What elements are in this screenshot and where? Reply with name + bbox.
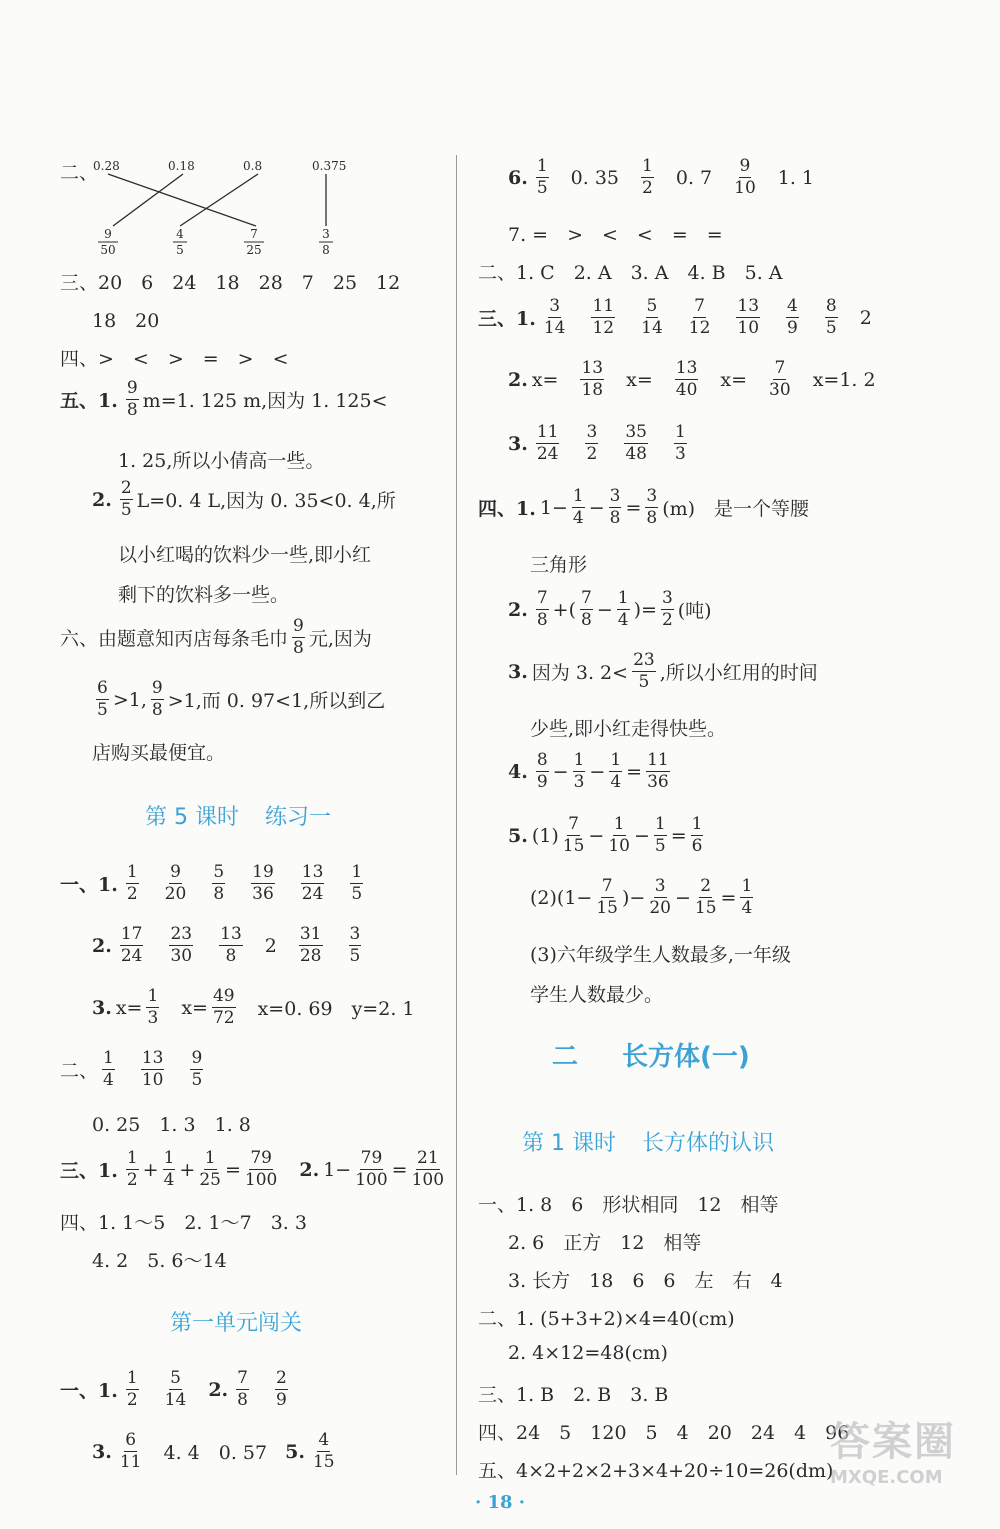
r-s3-1-line: 三、1. $\frac{3}{14}$ $\frac{11}{12}$ $\frac{5}{14}$ $\frac{7}{12}$ $\frac{13}{10}$ $\frac{4}{9}$ $\frac{8}{5}$ 2 (478, 296, 872, 338)
text-segment: 1. 1 (777, 166, 815, 189)
fraction: $\frac{8}{9}$ (536, 750, 548, 792)
match-bottom-1-d: 5 (176, 243, 184, 257)
r-s4-1-line2: 三角形 (530, 554, 588, 576)
s5-1-line: 五、1. $\frac{9}{8}$ m=1. 125 m,因为 1. 125< (60, 378, 388, 420)
c2-1-line: 二、1. (5+3+2)×4=40(cm) (478, 1308, 735, 1330)
fraction: $\frac{13}{10}$ (737, 296, 760, 338)
text-segment: = (626, 760, 643, 783)
r-s4-2-line: 2. $\frac{7}{8}$ +( $\frac{7}{8}$ − $\frac{1}{4}$ )= $\frac{3}{2}$ (吨) (508, 588, 712, 630)
r6-line: 6. $\frac{1}{5}$ 0. 35 $\frac{1}{2}$ 0. 7 $\frac{9}{10}$ 1. 1 (508, 156, 815, 198)
match-bottom-3-d: 8 (322, 243, 330, 257)
fraction: $\frac{23}{5}$ (633, 650, 655, 692)
text-segment: +( (552, 598, 577, 621)
fraction: $\frac{2}{9}$ (275, 1368, 287, 1410)
match-line-3 (180, 174, 258, 226)
s5-2-line: 2. $\frac{2}{5}$ L=0. 4 L,因为 0. 35<0. 4,所 (92, 478, 396, 520)
match-top-2: 0.8 (243, 159, 263, 173)
text-segment: 2 (859, 306, 872, 329)
text-segment: )− (621, 886, 646, 909)
p1-1-line: 一、1. $\frac{1}{2}$ $\frac{9}{20}$ $\frac{5}{8}$ $\frac{19}{36}$ $\frac{13}{24}$ $\frac{1}{5}$ (60, 862, 363, 904)
match-bottom-0-d: 50 (100, 243, 116, 257)
text-segment: − (589, 760, 606, 783)
s6-line1: 六、由题意知丙店每条毛巾 $\frac{9}{8}$ 元,因为 (60, 616, 372, 658)
text-segment: − (588, 824, 605, 847)
text-segment: = (720, 886, 737, 909)
text-segment: )= (633, 598, 657, 621)
fraction: $\frac{13}{40}$ (675, 358, 698, 400)
text-segment: x= (626, 368, 653, 391)
s5-1-line2: 1. 25,所以小倩高一些。 (118, 450, 325, 472)
page-number: · 18 · (474, 1492, 526, 1513)
p1-2-line: 2. $\frac{17}{24}$ $\frac{23}{30}$ $\frac{13}{8}$ 2 $\frac{31}{28}$ $\frac{3}{5}$ (92, 924, 361, 966)
fraction: $\frac{2}{15}$ (694, 876, 717, 918)
fraction: $\frac{1}{6}$ (691, 814, 703, 856)
text-segment: (2)(1− (530, 886, 593, 909)
match-bottom-2-d: 25 (246, 243, 262, 257)
r-s2-line: 二、1. C 2. A 3. A 4. B 5. A (478, 262, 783, 284)
s5-2-line2: 以小红喝的饮料少一些,即小红 (118, 544, 372, 566)
text-segment: 0. 35 (570, 166, 620, 189)
p3-line: 三、1. $\frac{1}{2}$ + $\frac{1}{4}$ + $\frac{1}{25}$ = $\frac{79}{100}$ 2. 1− $\frac{79}{100}$ = $\frac{21}{100}$ (60, 1148, 445, 1190)
c5-line: 五、4×2+2×2+3×4+20÷10=26(dm) (478, 1460, 834, 1482)
fraction: $\frac{1}{2}$ (126, 1368, 138, 1410)
fraction: $\frac{7}{8}$ (237, 1368, 248, 1410)
r-s4-3-line: 3. 因为 3. 2< $\frac{23}{5}$ ,所以小红用的时间 (508, 650, 818, 692)
text-segment: (1) (531, 824, 559, 847)
fraction: $\frac{3}{8}$ (609, 486, 621, 528)
r-s4-5c-line: (3)六年级学生人数最多,一年级 (530, 944, 791, 966)
fraction: $\frac{7}{12}$ (688, 296, 711, 338)
s6-line2: $\frac{6}{5}$ >1, $\frac{9}{8}$ >1,而 0. 97<1,所以到乙 (97, 678, 386, 720)
text-segment: + (179, 1158, 196, 1181)
match-bottom-0-n: 9 (104, 227, 112, 241)
text-segment: 0. 7 (675, 166, 713, 189)
match-bottom-1-n: 4 (176, 227, 184, 241)
r-s4-5a-line: 5. (1) $\frac{7}{15}$ − $\frac{1}{10}$ − $\frac{1}{5}$ = $\frac{1}{6}$ (508, 814, 703, 856)
fraction: $\frac{23}{30}$ (170, 924, 193, 966)
s3-line1: 三、20 6 24 18 28 7 25 12 (60, 272, 401, 294)
fraction: $\frac{3}{2}$ (586, 422, 598, 464)
s4-line: 四、> < > = > < (60, 348, 289, 370)
r-s4-4-line: 4. $\frac{8}{9}$ − $\frac{1}{3}$ − $\frac{1}{4}$ = $\frac{11}{36}$ (508, 750, 669, 792)
fraction: $\frac{5}{14}$ (164, 1368, 187, 1410)
c3-line: 三、1. B 2. B 3. B (478, 1384, 669, 1406)
fraction: $\frac{3}{5}$ (349, 924, 361, 966)
c1-2-line: 2. 6 正方 12 相等 (508, 1232, 702, 1254)
fraction: $\frac{9}{8}$ (151, 678, 163, 720)
text-segment: + (142, 1158, 159, 1181)
text-segment: 因为 3. 2< (531, 662, 629, 684)
fraction: $\frac{79}{100}$ (244, 1148, 278, 1190)
match-line-1 (108, 174, 256, 226)
fraction: $\frac{9}{8}$ (293, 616, 304, 658)
r-s3-2-line: 2. x= $\frac{13}{18}$ x= $\frac{13}{40}$ x= $\frac{7}{30}$ x=1. 2 (508, 358, 876, 400)
fraction: $\frac{1}{2}$ (126, 862, 138, 904)
fraction: $\frac{7}{30}$ (769, 358, 791, 400)
fraction: $\frac{79}{100}$ (355, 1148, 388, 1190)
p2-line1: 二、 $\frac{1}{4}$ $\frac{13}{10}$ $\frac{9}{5}$ (60, 1048, 203, 1090)
fraction: $\frac{9}{5}$ (191, 1048, 203, 1090)
r-s4-5d-line: 学生人数最少。 (530, 984, 664, 1006)
column-divider (456, 155, 457, 1475)
fraction: $\frac{1}{4}$ (741, 876, 753, 918)
s3-line2: 18 20 (92, 310, 160, 332)
text-segment: − (633, 824, 650, 847)
fraction: $\frac{6}{11}$ (119, 1430, 142, 1472)
c4-line: 四、24 5 120 5 4 20 24 4 96 (478, 1422, 850, 1444)
r-s3-3-line: 3. $\frac{11}{24}$ $\frac{3}{2}$ $\frac{35}{48}$ $\frac{1}{3}$ (508, 422, 686, 464)
fraction: $\frac{6}{5}$ (97, 678, 108, 720)
p3-2-label: 2. (299, 1158, 320, 1181)
fraction: $\frac{21}{100}$ (411, 1148, 445, 1190)
fraction: $\frac{5}{14}$ (641, 296, 663, 338)
fraction: $\frac{5}{8}$ (213, 862, 225, 904)
fraction: $\frac{35}{48}$ (625, 422, 647, 464)
r-s4-3-line2: 少些,即小红走得快些。 (530, 718, 727, 740)
s6-line3: 店购买最便宜。 (92, 742, 226, 764)
fraction: $\frac{1}{4}$ (163, 1148, 175, 1190)
fraction: $\frac{11}{36}$ (647, 750, 669, 792)
fraction: $\frac{1}{3}$ (573, 750, 585, 792)
text-segment: 1− (539, 496, 568, 519)
fraction: $\frac{7}{15}$ (562, 814, 585, 856)
fraction: $\frac{13}{10}$ (141, 1048, 164, 1090)
r-s4-5b-line (530, 878, 757, 917)
heading-lesson1: 第 1 课时 长方体的认识 (522, 1131, 774, 1156)
match-top-3: 0.375 (312, 159, 347, 173)
fraction: $\frac{2}{5}$ (120, 478, 132, 520)
fraction: $\frac{9}{20}$ (164, 862, 187, 904)
heading-lesson5: 第 5 课时 练习一 (145, 805, 331, 830)
fraction: $\frac{11}{24}$ (536, 422, 559, 464)
fraction: $\frac{4}{15}$ (312, 1430, 335, 1472)
fraction: $\frac{1}{4}$ (610, 750, 622, 792)
fraction: $\frac{17}{24}$ (120, 924, 143, 966)
fraction: $\frac{1}{5}$ (654, 814, 666, 856)
text-segment: x= (720, 368, 748, 391)
text-segment: − (552, 760, 569, 783)
fraction: $\frac{1}{10}$ (608, 814, 630, 856)
text-segment: = (224, 1158, 241, 1181)
text-segment: x=1. 2 (812, 368, 876, 391)
fraction: $\frac{3}{20}$ (649, 876, 671, 918)
fraction: $\frac{1}{3}$ (147, 986, 159, 1028)
fraction: $\frac{1}{5}$ (536, 156, 548, 198)
fraction: $\frac{1}{3}$ (674, 422, 686, 464)
fraction: $\frac{7}{8}$ (536, 588, 548, 630)
fraction: $\frac{13}{8}$ (220, 924, 242, 966)
text-segment: 1− (323, 1158, 352, 1181)
u1-line1: 一、1. $\frac{1}{2}$ $\frac{5}{14}$ 2. $\frac{7}{8}$ $\frac{2}{9}$ (60, 1368, 287, 1410)
r7-line: 7. = > < < = = (508, 224, 723, 246)
text-segment: = (625, 496, 642, 519)
fraction: $\frac{1}{4}$ (572, 486, 584, 528)
fraction: $\frac{1}{4}$ (103, 1048, 114, 1090)
match-top-0: 0.28 (93, 159, 120, 173)
fraction: $\frac{19}{36}$ (252, 862, 274, 904)
fraction: $\frac{7}{8}$ (581, 588, 592, 630)
text-segment: − (674, 886, 691, 909)
c2-2-line: 2. 4×12=48(cm) (508, 1342, 668, 1364)
p4-line2: 4. 2 5. 6～14 (92, 1250, 227, 1272)
watermark-logo: 答案圈 MXQE.COM (830, 1419, 956, 1488)
fraction: $\frac{13}{18}$ (581, 358, 604, 400)
p4-line1: 四、1. 1～5 2. 1～7 3. 3 (60, 1212, 307, 1234)
fraction: $\frac{9}{10}$ (734, 156, 756, 198)
fraction: $\frac{1}{2}$ (126, 1148, 138, 1190)
match-bottom-3-n: 3 (322, 227, 330, 241)
match-line-2 (113, 174, 183, 226)
p1-3-line: 3. x= $\frac{1}{3}$ x= $\frac{49}{72}$ x=0. 69 y=2. 1 (92, 986, 415, 1028)
fraction: $\frac{49}{72}$ (212, 986, 235, 1028)
u1-2-label: 2. (208, 1378, 229, 1401)
s5-2-line3: 剩下的饮料多一些。 (118, 584, 290, 606)
text-segment: x= (531, 368, 559, 391)
text-segment: 2 (264, 934, 277, 957)
p2-line2: 0. 25 1. 3 1. 8 (92, 1114, 251, 1136)
match-label: 二、 (60, 162, 99, 184)
text-segment: (m) 是一个等腰 (662, 498, 810, 520)
match-bottom-2-n: 7 (250, 227, 258, 241)
fraction: $\frac{4}{9}$ (787, 296, 798, 338)
match-top-1: 0.18 (168, 159, 195, 173)
fraction: $\frac{11}{12}$ (592, 296, 615, 338)
c1-1-line: 一、1. 8 6 形状相同 12 相等 (478, 1194, 779, 1216)
r-s4-1-line: 四、1. 1− $\frac{1}{4}$ − $\frac{3}{8}$ = $\frac{3}{8}$ (m) 是一个等腰 (478, 486, 810, 528)
text-segment: = (391, 1158, 408, 1181)
fraction: $\frac{1}{25}$ (199, 1148, 221, 1190)
matching-lines-diagram (88, 150, 358, 260)
fraction: $\frac{9}{8}$ (126, 378, 138, 420)
fraction: $\frac{31}{28}$ (299, 924, 322, 966)
text-segment: − (588, 496, 605, 519)
heading-chapter: 二 长方体(一) (552, 1042, 750, 1072)
fraction: $\frac{3}{2}$ (661, 588, 673, 630)
c1-3-line: 3. 长方 18 6 6 左 右 4 (508, 1270, 783, 1292)
fraction: $\frac{13}{24}$ (301, 862, 324, 904)
fraction: $\frac{1}{4}$ (617, 588, 629, 630)
text-segment: = (670, 824, 687, 847)
u1-line2: 3. $\frac{6}{11}$ 4. 4 0. 57 5. $\frac{4}{15}$ (92, 1430, 335, 1472)
fraction: $\frac{3}{14}$ (543, 296, 566, 338)
text-segment: (吨) (677, 600, 712, 622)
fraction: $\frac{3}{8}$ (646, 486, 658, 528)
text-segment: ,所以小红用的时间 (659, 662, 818, 684)
fraction: $\frac{1}{5}$ (351, 862, 363, 904)
text-segment: − (596, 598, 613, 621)
fraction: $\frac{8}{5}$ (825, 296, 837, 338)
fraction: $\frac{1}{2}$ (642, 156, 653, 198)
fraction: $\frac{7}{15}$ (596, 876, 618, 918)
heading-unit1: 第一单元闯关 (170, 1311, 303, 1336)
